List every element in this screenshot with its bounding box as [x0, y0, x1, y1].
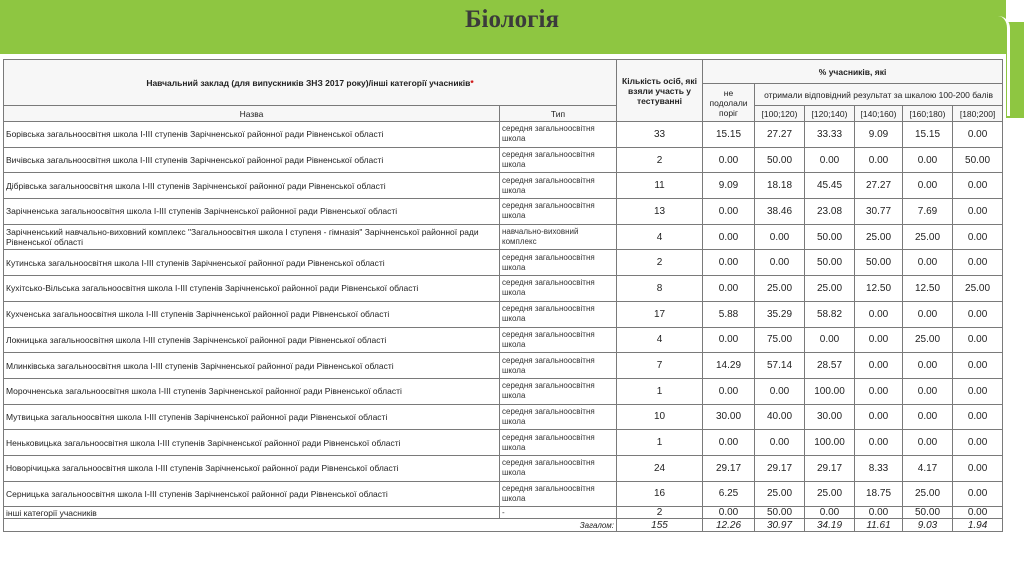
- school-type: середня загальноосвітня школа: [500, 122, 617, 148]
- school-name: Морочненська загальноосвітня школа І-ІІІ ступенів Зарічненської районної ради Рівненської області: [4, 378, 500, 404]
- failed-percent: 0.00: [703, 224, 755, 250]
- participant-count: 4: [617, 327, 703, 353]
- school-name: Зарічненський навчально-виховний комплекс "Загальноосвітня школа І ступеня - гімназія" Зарічненської районної ради Рівненської області: [4, 224, 500, 250]
- range-value: 25.00: [953, 276, 1003, 302]
- school-name: Локницька загальноосвітня школа І-ІІІ ступенів Зарічненської районної ради Рівненської області: [4, 327, 500, 353]
- range-value: 29.17: [755, 455, 805, 481]
- table-row: [4, 122, 1003, 148]
- range-value: 30.77: [855, 199, 903, 225]
- range-value: 25.00: [805, 276, 855, 302]
- school-type: середня загальноосвітня школа: [500, 250, 617, 276]
- participant-count: 4: [617, 224, 703, 250]
- range-value: 4.17: [903, 455, 953, 481]
- failed-percent: 9.09: [703, 173, 755, 199]
- school-type: середня загальноосвітня школа: [500, 199, 617, 225]
- school-type: навчально-виховний комплекс: [500, 224, 617, 250]
- range-value: 0.00: [855, 301, 903, 327]
- range-value: 50.00: [755, 147, 805, 173]
- range-value: 23.08: [805, 199, 855, 225]
- participant-count: 24: [617, 455, 703, 481]
- school-name: Борівська загальноосвітня школа І-ІІІ ступенів Зарічненської районної ради Рівненської області: [4, 122, 500, 148]
- range-value: 25.00: [755, 276, 805, 302]
- range-value: 0.00: [953, 430, 1003, 456]
- range-value: 25.00: [903, 481, 953, 507]
- range-value: 27.27: [855, 173, 903, 199]
- range-value: 50.00: [855, 250, 903, 276]
- range-value: 18.18: [755, 173, 805, 199]
- failed-percent: 0.00: [703, 276, 755, 302]
- range-value: 58.82: [805, 301, 855, 327]
- participant-count: 8: [617, 276, 703, 302]
- range-value: 50.00: [805, 250, 855, 276]
- range-value: 25.00: [755, 481, 805, 507]
- range-value: 25.00: [855, 224, 903, 250]
- range-value: 40.00: [755, 404, 805, 430]
- range-value: 0.00: [953, 250, 1003, 276]
- range-value: 0.00: [755, 378, 805, 404]
- school-name: Вичівська загальноосвітня школа І-ІІІ ступенів Зарічненської районної ради Рівненської області: [4, 147, 500, 173]
- range-value: 25.00: [805, 481, 855, 507]
- received-header: отримали відповідний результат за шкалою 100-200 балів: [755, 84, 1003, 106]
- page-title: Біологія: [465, 6, 559, 33]
- range-value: 0.00: [903, 378, 953, 404]
- table-row: [4, 301, 1003, 327]
- range-value: 50.00: [755, 507, 805, 519]
- range-value: 0.00: [755, 250, 805, 276]
- range-value: 38.46: [755, 199, 805, 225]
- school-type: середня загальноосвітня школа: [500, 301, 617, 327]
- range-value: 0.00: [855, 147, 903, 173]
- participant-count: 10: [617, 404, 703, 430]
- failed-percent: 14.29: [703, 353, 755, 379]
- range-header: [180;200]: [953, 106, 1003, 122]
- participant-count: 2: [617, 147, 703, 173]
- table-row: [4, 353, 1003, 379]
- failed-percent: 30.00: [703, 404, 755, 430]
- school-type: середня загальноосвітня школа: [500, 430, 617, 456]
- school-name: Дібрівська загальноосвітня школа І-ІІІ ступенів Зарічненської районної ради Рівненської області: [4, 173, 500, 199]
- total-range-value: 1.94: [953, 519, 1003, 532]
- table-row: [4, 455, 1003, 481]
- table-row: [4, 507, 1003, 519]
- table-row: [4, 327, 1003, 353]
- table-row: [4, 430, 1003, 456]
- participant-count: 1: [617, 378, 703, 404]
- range-value: 0.00: [903, 147, 953, 173]
- table-row: [4, 481, 1003, 507]
- range-value: 50.00: [903, 507, 953, 519]
- range-value: 7.69: [903, 199, 953, 225]
- range-value: 57.14: [755, 353, 805, 379]
- school-type: середня загальноосвітня школа: [500, 455, 617, 481]
- participant-count: 1: [617, 430, 703, 456]
- range-value: 25.00: [903, 224, 953, 250]
- range-value: 12.50: [903, 276, 953, 302]
- failed-percent: 6.25: [703, 481, 755, 507]
- range-header: [160;180): [903, 106, 953, 122]
- range-value: 27.27: [755, 122, 805, 148]
- range-value: 50.00: [805, 224, 855, 250]
- participant-count: 2: [617, 507, 703, 519]
- range-value: 0.00: [953, 301, 1003, 327]
- school-name: Зарічненська загальноосвітня школа І-ІІІ ступенів Зарічненської районної ради Рівненської області: [4, 199, 500, 225]
- school-type: середня загальноосвітня школа: [500, 353, 617, 379]
- failed-percent: 29.17: [703, 455, 755, 481]
- range-value: 75.00: [755, 327, 805, 353]
- results-table: [3, 59, 1003, 532]
- range-value: 0.00: [805, 327, 855, 353]
- range-value: 0.00: [903, 173, 953, 199]
- range-value: 12.50: [855, 276, 903, 302]
- range-value: 0.00: [903, 404, 953, 430]
- range-value: 25.00: [903, 327, 953, 353]
- range-value: 0.00: [903, 301, 953, 327]
- table-row: [4, 147, 1003, 173]
- range-value: 0.00: [755, 430, 805, 456]
- range-value: 0.00: [953, 327, 1003, 353]
- range-value: 0.00: [855, 378, 903, 404]
- range-value: 100.00: [805, 430, 855, 456]
- school-name: Неньковицька загальноосвітня школа І-ІІІ ступенів Зарічненської районної ради Рівненської області: [4, 430, 500, 456]
- school-type: -: [500, 507, 617, 519]
- failed-header: не подолали поріг: [703, 84, 755, 122]
- participant-count: 17: [617, 301, 703, 327]
- school-type: середня загальноосвітня школа: [500, 404, 617, 430]
- range-value: 0.00: [855, 404, 903, 430]
- table-row: [4, 173, 1003, 199]
- school-name: Серницька загальноосвітня школа І-ІІІ ступенів Зарічненської районної ради Рівненської області: [4, 481, 500, 507]
- range-value: 0.00: [953, 507, 1003, 519]
- range-value: 0.00: [855, 327, 903, 353]
- type-header: Тип: [500, 106, 617, 122]
- school-type: середня загальноосвітня школа: [500, 481, 617, 507]
- total-label: Загалом:: [4, 519, 617, 532]
- total-range-value: 9.03: [903, 519, 953, 532]
- table-row: [4, 378, 1003, 404]
- school-name: інші категорії учасників: [4, 507, 500, 519]
- range-value: 33.33: [805, 122, 855, 148]
- failed-percent: 0.00: [703, 147, 755, 173]
- failed-percent: 0.00: [703, 507, 755, 519]
- participant-count: 13: [617, 199, 703, 225]
- school-name: Кухітсько-Вільська загальноосвітня школа І-ІІІ ступенів Зарічненської районної ради Рівненської області: [4, 276, 500, 302]
- range-value: 0.00: [953, 199, 1003, 225]
- failed-percent: 0.00: [703, 327, 755, 353]
- table-row: [4, 224, 1003, 250]
- participant-count: 2: [617, 250, 703, 276]
- failed-percent: 0.00: [703, 250, 755, 276]
- range-value: 29.17: [805, 455, 855, 481]
- range-value: 0.00: [755, 224, 805, 250]
- range-value: 15.15: [903, 122, 953, 148]
- institution-header: Навчальний заклад (для випускників ЗНЗ 2017 року)/інші категорії учасників*: [4, 60, 617, 106]
- school-type: середня загальноосвітня школа: [500, 147, 617, 173]
- range-value: 0.00: [953, 353, 1003, 379]
- range-value: 0.00: [805, 507, 855, 519]
- failed-percent: 0.00: [703, 378, 755, 404]
- table-row: [4, 276, 1003, 302]
- range-value: 45.45: [805, 173, 855, 199]
- range-value: 0.00: [805, 147, 855, 173]
- school-type: середня загальноосвітня школа: [500, 378, 617, 404]
- range-value: 100.00: [805, 378, 855, 404]
- failed-percent: 0.00: [703, 199, 755, 225]
- range-value: 0.00: [903, 430, 953, 456]
- school-name: Новорічицька загальноосвітня школа І-ІІІ ступенів Зарічненської районної ради Рівненської області: [4, 455, 500, 481]
- range-value: 28.57: [805, 353, 855, 379]
- range-header: [120;140): [805, 106, 855, 122]
- school-type: середня загальноосвітня школа: [500, 173, 617, 199]
- name-header: Назва: [4, 106, 500, 122]
- participant-count: 16: [617, 481, 703, 507]
- range-value: 0.00: [903, 250, 953, 276]
- table-row: [4, 250, 1003, 276]
- table-row: [4, 199, 1003, 225]
- range-value: 0.00: [953, 481, 1003, 507]
- range-value: 0.00: [953, 224, 1003, 250]
- participant-count: 7: [617, 353, 703, 379]
- school-name: Кутинська загальноосвітня школа І-ІІІ ступенів Зарічненської районної ради Рівненської області: [4, 250, 500, 276]
- range-value: 0.00: [953, 173, 1003, 199]
- school-name: Кухченська загальноосвітня школа І-ІІІ ступенів Зарічненської районної ради Рівненської області: [4, 301, 500, 327]
- range-value: 0.00: [953, 404, 1003, 430]
- failed-percent: 5.88: [703, 301, 755, 327]
- percent-header: % учасників, які: [703, 60, 1003, 84]
- range-value: 0.00: [953, 455, 1003, 481]
- total-failed: 12.26: [703, 519, 755, 532]
- count-header: Кількість осіб, які взяли участь у тестуванні: [617, 60, 703, 122]
- total-range-value: 30.97: [755, 519, 805, 532]
- range-value: 18.75: [855, 481, 903, 507]
- total-range-value: 11.61: [855, 519, 903, 532]
- school-name: Млинківська загальноосвітня школа І-ІІІ ступенів Зарічненської районної ради Рівненської області: [4, 353, 500, 379]
- school-type: середня загальноосвітня школа: [500, 276, 617, 302]
- participant-count: 11: [617, 173, 703, 199]
- participant-count: 33: [617, 122, 703, 148]
- total-row: [4, 519, 1003, 532]
- range-value: 0.00: [855, 430, 903, 456]
- range-value: 35.29: [755, 301, 805, 327]
- total-count: 155: [617, 519, 703, 532]
- school-name: Мутвицька загальноосвітня школа І-ІІІ ступенів Зарічненської районної ради Рівненської області: [4, 404, 500, 430]
- range-value: 0.00: [855, 353, 903, 379]
- failed-percent: 15.15: [703, 122, 755, 148]
- school-type: середня загальноосвітня школа: [500, 327, 617, 353]
- range-value: 9.09: [855, 122, 903, 148]
- range-value: 50.00: [953, 147, 1003, 173]
- range-header: [100;120): [755, 106, 805, 122]
- range-value: 30.00: [805, 404, 855, 430]
- table-row: [4, 404, 1003, 430]
- range-header: [140;160): [855, 106, 903, 122]
- range-value: 0.00: [953, 378, 1003, 404]
- range-value: 0.00: [903, 353, 953, 379]
- range-value: 8.33: [855, 455, 903, 481]
- failed-percent: 0.00: [703, 430, 755, 456]
- range-value: 0.00: [855, 507, 903, 519]
- total-range-value: 34.19: [805, 519, 855, 532]
- range-value: 0.00: [953, 122, 1003, 148]
